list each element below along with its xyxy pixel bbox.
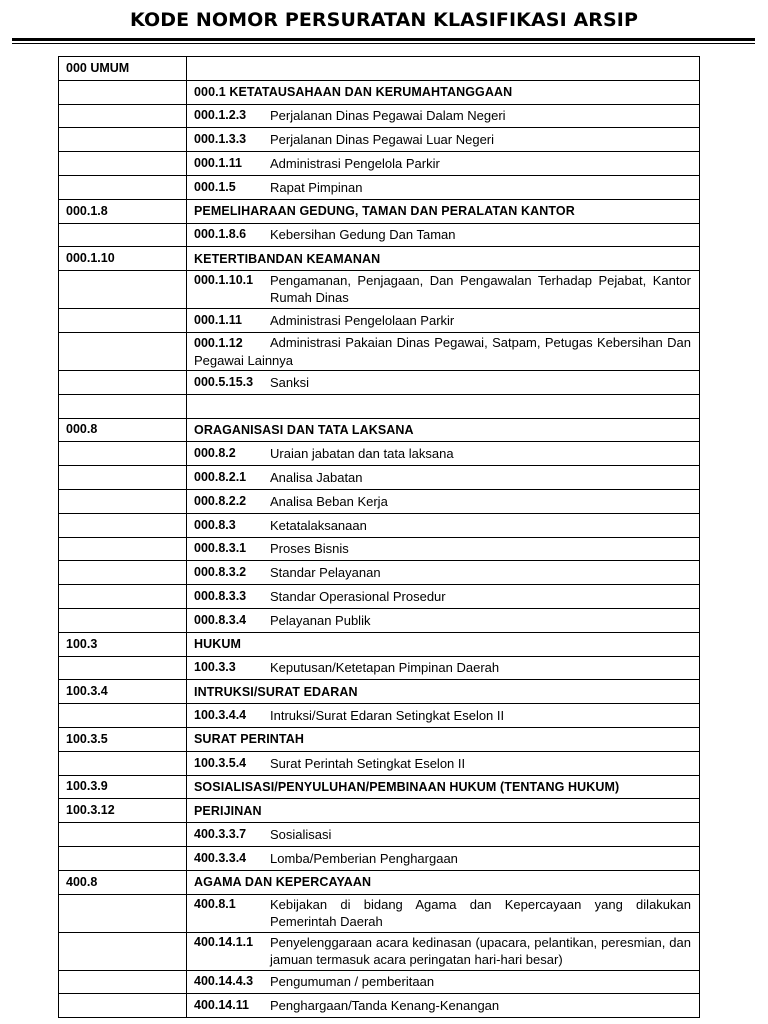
table-row bbox=[59, 128, 700, 152]
description-cell bbox=[187, 751, 700, 775]
table-row bbox=[59, 152, 700, 176]
code-cell bbox=[59, 466, 187, 490]
code-cell bbox=[59, 128, 187, 152]
code-cell bbox=[59, 846, 187, 870]
section-heading: HUKUM bbox=[194, 637, 242, 652]
sub-code: 000.1.12 bbox=[194, 335, 243, 350]
sub-code: 000.8.3 bbox=[194, 517, 236, 532]
description-cell bbox=[187, 332, 700, 370]
code-cell bbox=[59, 704, 187, 728]
sub-code: 400.14.4.3 bbox=[194, 974, 254, 989]
description-cell bbox=[187, 775, 700, 799]
code-cell: 400.8 bbox=[59, 870, 187, 894]
description-cell bbox=[187, 970, 700, 994]
code-cell bbox=[59, 152, 187, 176]
description-cell bbox=[187, 466, 700, 490]
table-row bbox=[59, 823, 700, 847]
description-cell bbox=[187, 199, 700, 223]
page-title: KODE NOMOR PERSURATAN KLASIFIKASI ARSIP bbox=[129, 9, 638, 31]
sub-code: 400.3.3.4 bbox=[194, 850, 247, 865]
sub-description: Sanksi bbox=[270, 374, 310, 390]
section-heading: SOSIALISASI/PENYULUHAN/PEMBINAAN HUKUM (TENTANG HUKUM) bbox=[194, 779, 620, 794]
sub-description: Kebijakan di bidang Agama dan Kepercayaan yang dilakukan Pemerintah Daerah bbox=[270, 896, 691, 929]
table-row bbox=[59, 80, 700, 104]
code-cell bbox=[59, 394, 187, 418]
description-cell bbox=[187, 537, 700, 561]
description-cell bbox=[187, 727, 700, 751]
code-cell: 000.1.8 bbox=[59, 199, 187, 223]
table-row bbox=[59, 370, 700, 394]
code-cell bbox=[59, 932, 187, 970]
description-cell bbox=[187, 309, 700, 333]
table-row bbox=[59, 513, 700, 537]
description-cell bbox=[187, 932, 700, 970]
sub-description: Penghargaan/Tanda Kenang-Kenangan bbox=[270, 998, 500, 1014]
sub-description: Administrasi Pengelola Parkir bbox=[270, 156, 440, 172]
description-cell bbox=[187, 152, 700, 176]
description-cell bbox=[187, 994, 700, 1018]
table-row bbox=[59, 175, 700, 199]
code-cell bbox=[59, 271, 187, 309]
sub-description: Pelayanan Publik bbox=[270, 612, 371, 628]
sub-description: Pengumuman / pemberitaan bbox=[270, 974, 435, 990]
sub-description: Analisa Jabatan bbox=[270, 470, 363, 486]
code-cell bbox=[59, 489, 187, 513]
section-heading: ORAGANISASI DAN TATA LAKSANA bbox=[194, 422, 414, 437]
code-cell bbox=[59, 994, 187, 1018]
description-cell bbox=[187, 104, 700, 128]
code-cell bbox=[59, 80, 187, 104]
table-row bbox=[59, 309, 700, 333]
table-row bbox=[59, 680, 700, 704]
table-row bbox=[59, 247, 700, 271]
table-row bbox=[59, 537, 700, 561]
table-row bbox=[59, 970, 700, 994]
description-cell bbox=[187, 823, 700, 847]
classification-table bbox=[58, 56, 700, 1018]
section-heading: AGAMA DAN KEPERCAYAAN bbox=[194, 875, 372, 890]
sub-code: 000.8.2.2 bbox=[194, 493, 247, 508]
sub-code: 100.3.5.4 bbox=[194, 755, 247, 770]
code-cell bbox=[59, 608, 187, 632]
description-cell bbox=[187, 247, 700, 271]
sub-code: 000.1.2.3 bbox=[194, 108, 247, 123]
sub-description: Standar Operasional Prosedur bbox=[270, 589, 446, 605]
sub-code: 100.3.4.4 bbox=[194, 708, 247, 723]
sub-description: Ketatalaksanaan bbox=[270, 517, 367, 533]
description-cell bbox=[187, 489, 700, 513]
description-cell bbox=[187, 394, 700, 418]
table-row bbox=[59, 199, 700, 223]
table-row bbox=[59, 870, 700, 894]
sub-code: 000.8.3.4 bbox=[194, 612, 247, 627]
table-row bbox=[59, 608, 700, 632]
code-cell bbox=[59, 585, 187, 609]
title-rule-thick bbox=[12, 38, 755, 41]
title-rule-thin bbox=[12, 43, 755, 44]
table-row bbox=[59, 799, 700, 823]
description-cell bbox=[187, 175, 700, 199]
table-row bbox=[59, 775, 700, 799]
table-row bbox=[59, 704, 700, 728]
description-cell bbox=[187, 128, 700, 152]
sub-description: Keputusan/Ketetapan Pimpinan Daerah bbox=[270, 660, 500, 676]
description-cell bbox=[187, 442, 700, 466]
table-row bbox=[59, 585, 700, 609]
sub-code: 000.1.10.1 bbox=[194, 273, 254, 288]
sub-description: Sosialisasi bbox=[270, 827, 332, 842]
sub-description: Lomba/Pemberian Penghargaan bbox=[270, 850, 458, 866]
code-cell bbox=[59, 894, 187, 932]
sub-code: 000.1.11 bbox=[194, 313, 242, 328]
code-cell: 100.3.9 bbox=[59, 775, 187, 799]
sub-description: Proses Bisnis bbox=[270, 541, 349, 557]
table-row bbox=[59, 394, 700, 418]
code-cell: 000 UMUM bbox=[59, 57, 187, 81]
table-row bbox=[59, 442, 700, 466]
description-cell bbox=[187, 271, 700, 309]
table-row bbox=[59, 632, 700, 656]
sub-description: Standar Pelayanan bbox=[270, 565, 381, 581]
sub-code: 000.1.8.6 bbox=[194, 227, 247, 242]
code-cell: 100.3.5 bbox=[59, 727, 187, 751]
description-cell bbox=[187, 870, 700, 894]
code-cell: 100.3.4 bbox=[59, 680, 187, 704]
sub-description: Analisa Beban Kerja bbox=[270, 493, 388, 509]
description-cell bbox=[187, 370, 700, 394]
code-cell bbox=[59, 332, 187, 370]
table-row bbox=[59, 104, 700, 128]
table-row bbox=[59, 846, 700, 870]
table-row bbox=[59, 489, 700, 513]
description-cell bbox=[187, 585, 700, 609]
code-cell bbox=[59, 370, 187, 394]
table-row bbox=[59, 332, 700, 370]
table-row bbox=[59, 894, 700, 932]
table-row bbox=[59, 751, 700, 775]
section-heading: PERIJINAN bbox=[194, 803, 262, 818]
sub-code: 000.8.3.2 bbox=[194, 565, 247, 580]
description-cell bbox=[187, 894, 700, 932]
sub-code: 000.8.3.3 bbox=[194, 589, 247, 604]
table-row bbox=[59, 57, 700, 81]
table-row bbox=[59, 223, 700, 247]
code-cell bbox=[59, 104, 187, 128]
sub-code: 400.14.11 bbox=[194, 998, 249, 1013]
sub-description: Uraian jabatan dan tata laksana bbox=[270, 446, 454, 462]
description-cell bbox=[187, 57, 700, 81]
sub-code: 100.3.3 bbox=[194, 660, 236, 675]
table-row bbox=[59, 656, 700, 680]
code-cell bbox=[59, 970, 187, 994]
table-row bbox=[59, 994, 700, 1018]
description-cell bbox=[187, 513, 700, 537]
code-cell bbox=[59, 442, 187, 466]
table-row bbox=[59, 561, 700, 585]
code-cell bbox=[59, 513, 187, 537]
sub-description: Perjalanan Dinas Pegawai Luar Negeri bbox=[270, 132, 495, 148]
code-cell: 100.3 bbox=[59, 632, 187, 656]
description-cell bbox=[187, 632, 700, 656]
sub-code: 000.8.2 bbox=[194, 446, 236, 461]
sub-code: 000.8.2.1 bbox=[194, 470, 247, 485]
sub-description: Perjalanan Dinas Pegawai Dalam Negeri bbox=[270, 108, 506, 124]
description-cell bbox=[187, 656, 700, 680]
sub-code: 000.5.15.3 bbox=[194, 374, 254, 389]
code-cell bbox=[59, 561, 187, 585]
code-cell bbox=[59, 751, 187, 775]
description-cell bbox=[187, 223, 700, 247]
sub-code: 400.8.1 bbox=[194, 896, 236, 911]
sub-code: 000.1.3.3 bbox=[194, 132, 247, 147]
sub-description: Administrasi Pakaian Dinas Pegawai, Satpam, Petugas Kebersihan Dan Pegawai Lainnya bbox=[194, 334, 691, 368]
section-heading: PEMELIHARAAN GEDUNG, TAMAN DAN PERALATAN KANTOR bbox=[194, 204, 575, 219]
code-cell: 100.3.12 bbox=[59, 799, 187, 823]
sub-code: 000.1.5 bbox=[194, 179, 236, 194]
section-heading: KETERTIBANDAN KEAMANAN bbox=[194, 251, 381, 266]
sub-code: 400.14.1.1 bbox=[194, 934, 254, 949]
sub-code: 000.8.3.1 bbox=[194, 541, 247, 556]
description-cell bbox=[187, 846, 700, 870]
sub-description: Penyelenggaraan acara kedinasan (upacara, pelantikan, peresmian, dan jamuan termasuk acara peringatan hari-hari besar) bbox=[270, 934, 691, 967]
table-row bbox=[59, 466, 700, 490]
table-row bbox=[59, 271, 700, 309]
description-cell bbox=[187, 418, 700, 442]
table-row bbox=[59, 418, 700, 442]
code-cell bbox=[59, 823, 187, 847]
description-cell bbox=[187, 608, 700, 632]
sub-code: 000.1.11 bbox=[194, 156, 242, 171]
code-cell: 000.1.10 bbox=[59, 247, 187, 271]
description-cell bbox=[187, 80, 700, 104]
description-cell bbox=[187, 680, 700, 704]
description-cell bbox=[187, 561, 700, 585]
sub-code: 400.3.3.7 bbox=[194, 827, 247, 841]
code-cell: 000.8 bbox=[59, 418, 187, 442]
sub-description: Kebersihan Gedung Dan Taman bbox=[270, 227, 456, 243]
code-cell bbox=[59, 223, 187, 247]
sub-description: Intruksi/Surat Edaran Setingkat Eselon II bbox=[270, 708, 505, 724]
code-cell bbox=[59, 537, 187, 561]
section-heading: 000.1 KETATAUSAHAAN DAN KERUMAHTANGGAAN bbox=[194, 85, 513, 100]
sub-description: Pengamanan, Penjagaan, Dan Pengawalan Terhadap Pejabat, Kantor Rumah Dinas bbox=[270, 273, 691, 306]
code-cell bbox=[59, 656, 187, 680]
sub-description: Administrasi Pengelolaan Parkir bbox=[270, 313, 455, 329]
code-cell bbox=[59, 175, 187, 199]
sub-description: Surat Perintah Setingkat Eselon II bbox=[270, 755, 466, 771]
code-cell bbox=[59, 309, 187, 333]
description-cell bbox=[187, 799, 700, 823]
section-heading: SURAT PERINTAH bbox=[194, 732, 304, 747]
description-cell bbox=[187, 704, 700, 728]
sub-description: Rapat Pimpinan bbox=[270, 179, 363, 195]
table-row bbox=[59, 727, 700, 751]
section-heading: INTRUKSI/SURAT EDARAN bbox=[194, 684, 358, 699]
table-row bbox=[59, 932, 700, 970]
